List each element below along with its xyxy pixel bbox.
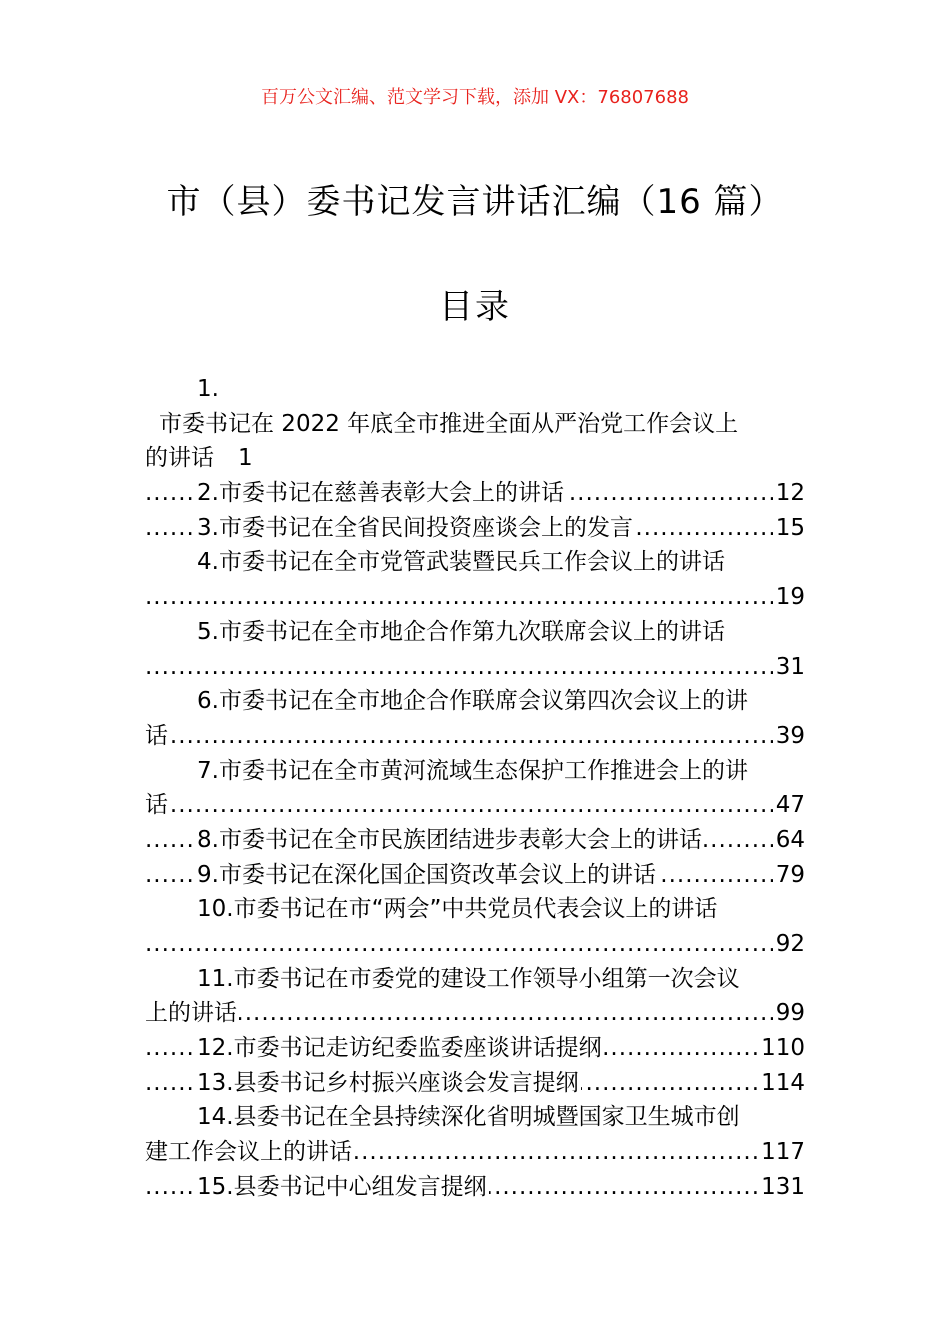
toc-entry-page: ..... 19 [773, 580, 805, 615]
toc-entry-6-cont[interactable] [145, 719, 805, 754]
toc-entry-text: 12.市委书记走访纪委监委座谈讲话提纲 [197, 1035, 602, 1062]
toc-entry-12[interactable] [145, 1031, 805, 1066]
toc-entry-text-cont: 的讲话 [145, 445, 214, 472]
toc-entry-page: 114 [758, 1066, 805, 1101]
toc-entry-1-line[interactable] [145, 407, 805, 442]
toc-entry-7-cont[interactable] [145, 788, 805, 823]
toc-entry-text-cont: 上的讲话 [145, 1000, 237, 1027]
toc-entry-text: 9.市委书记在深化国企国资改革会议上的讲话 [197, 861, 656, 888]
toc-entry-text: 13.县委书记乡村振兴座谈会发言提纲 [197, 1069, 579, 1096]
toc-entry-page: 99 [773, 996, 805, 1031]
toc-entry-text: 7.市委书记在全市黄河流域生态保护工作推进会上的讲 [197, 757, 748, 784]
toc-entry-8[interactable] [145, 823, 805, 858]
toc-entry-10-leader[interactable] [145, 927, 805, 962]
toc-entry-3[interactable] [145, 511, 805, 546]
toc-entry-14-cont[interactable] [145, 1135, 805, 1170]
toc-entry-10[interactable] [145, 892, 805, 927]
toc-entry-1-number-line [145, 372, 805, 407]
toc-entry-page: 39 [773, 719, 805, 754]
toc-entry-page: 1 [238, 445, 253, 472]
toc-entry-page: 47 [773, 788, 805, 823]
toc-entry-5-leader[interactable] [145, 650, 805, 685]
toc-entry-text-cont: 话 [145, 792, 168, 819]
toc-entry-4-leader[interactable] [145, 580, 805, 615]
toc-entry-5[interactable] [145, 615, 805, 650]
toc-entry-page: 15 [773, 511, 805, 546]
toc-entry-13[interactable] [145, 1066, 805, 1101]
toc-entry-text: 4.市委书记在全市党管武装暨民兵工作会议上的讲话 [197, 549, 725, 576]
toc-entry-text: 市委书记在 2022 年底全市推进全面从严治党工作会议上 [159, 410, 739, 437]
toc-entry-page: ..... 92 [773, 927, 805, 962]
toc-entry-text: 11.市委书记在市委党的建设工作领导小组第一次会议 [197, 965, 740, 992]
toc-entry-page: 12 [773, 476, 805, 511]
toc-entry-6[interactable] [145, 684, 805, 719]
toc-entry-text-cont: 建工作会议上的讲话 [145, 1139, 352, 1166]
toc-entry-text: 10.市委书记在市“两会”中共党员代表会议上的讲话 [197, 896, 718, 923]
toc-entry-14[interactable] [145, 1100, 805, 1135]
toc-entry-text: 3.市委书记在全省民间投资座谈会上的发言 [197, 514, 633, 541]
toc-entry-text: 5.市委书记在全市地企合作第九次联席会议上的讲话 [197, 618, 725, 645]
toc-entry-text-cont: 话 [145, 722, 168, 749]
toc-entry-text: 15.县委书记中心组发言提纲 [197, 1173, 487, 1200]
toc-entry-4[interactable] [145, 545, 805, 580]
toc-entry-page: 110 [758, 1031, 805, 1066]
table-of-contents [145, 372, 805, 1205]
toc-heading: 目录 [439, 287, 511, 327]
toc-entry-page: 79 [773, 858, 805, 893]
toc-entry-text: 2.市委书记在慈善表彰大会上的讲话 [197, 480, 564, 507]
toc-entry-1-cont[interactable] [145, 441, 805, 476]
toc-entry-9[interactable] [145, 858, 805, 893]
toc-entry-15[interactable] [145, 1170, 805, 1205]
toc-entry-11-cont[interactable] [145, 996, 805, 1031]
promo-header: 百万公文汇编、范文学习下载，添加 VX：76807688 [261, 87, 689, 108]
toc-entry-page: 117 [758, 1135, 805, 1170]
toc-entry-text: 8.市委书记在全市民族团结进步表彰大会上的讲话 [197, 826, 702, 853]
toc-entry-text: 6.市委书记在全市地企合作联席会议第四次会议上的讲 [197, 688, 748, 715]
toc-entry-11[interactable] [145, 962, 805, 997]
toc-entry-page: ..... 31 [773, 650, 805, 685]
toc-entry-number: 1. [197, 376, 219, 402]
toc-entry-page: 131 [758, 1170, 805, 1205]
document-title: 市（县）委书记发言讲话汇编（16 篇） [166, 182, 784, 222]
toc-entry-2[interactable] [145, 476, 805, 511]
toc-entry-text: 14.县委书记在全县持续深化省明城暨国家卫生城市创 [197, 1104, 740, 1131]
toc-entry-7[interactable] [145, 754, 805, 789]
toc-entry-page: 64 [773, 823, 805, 858]
